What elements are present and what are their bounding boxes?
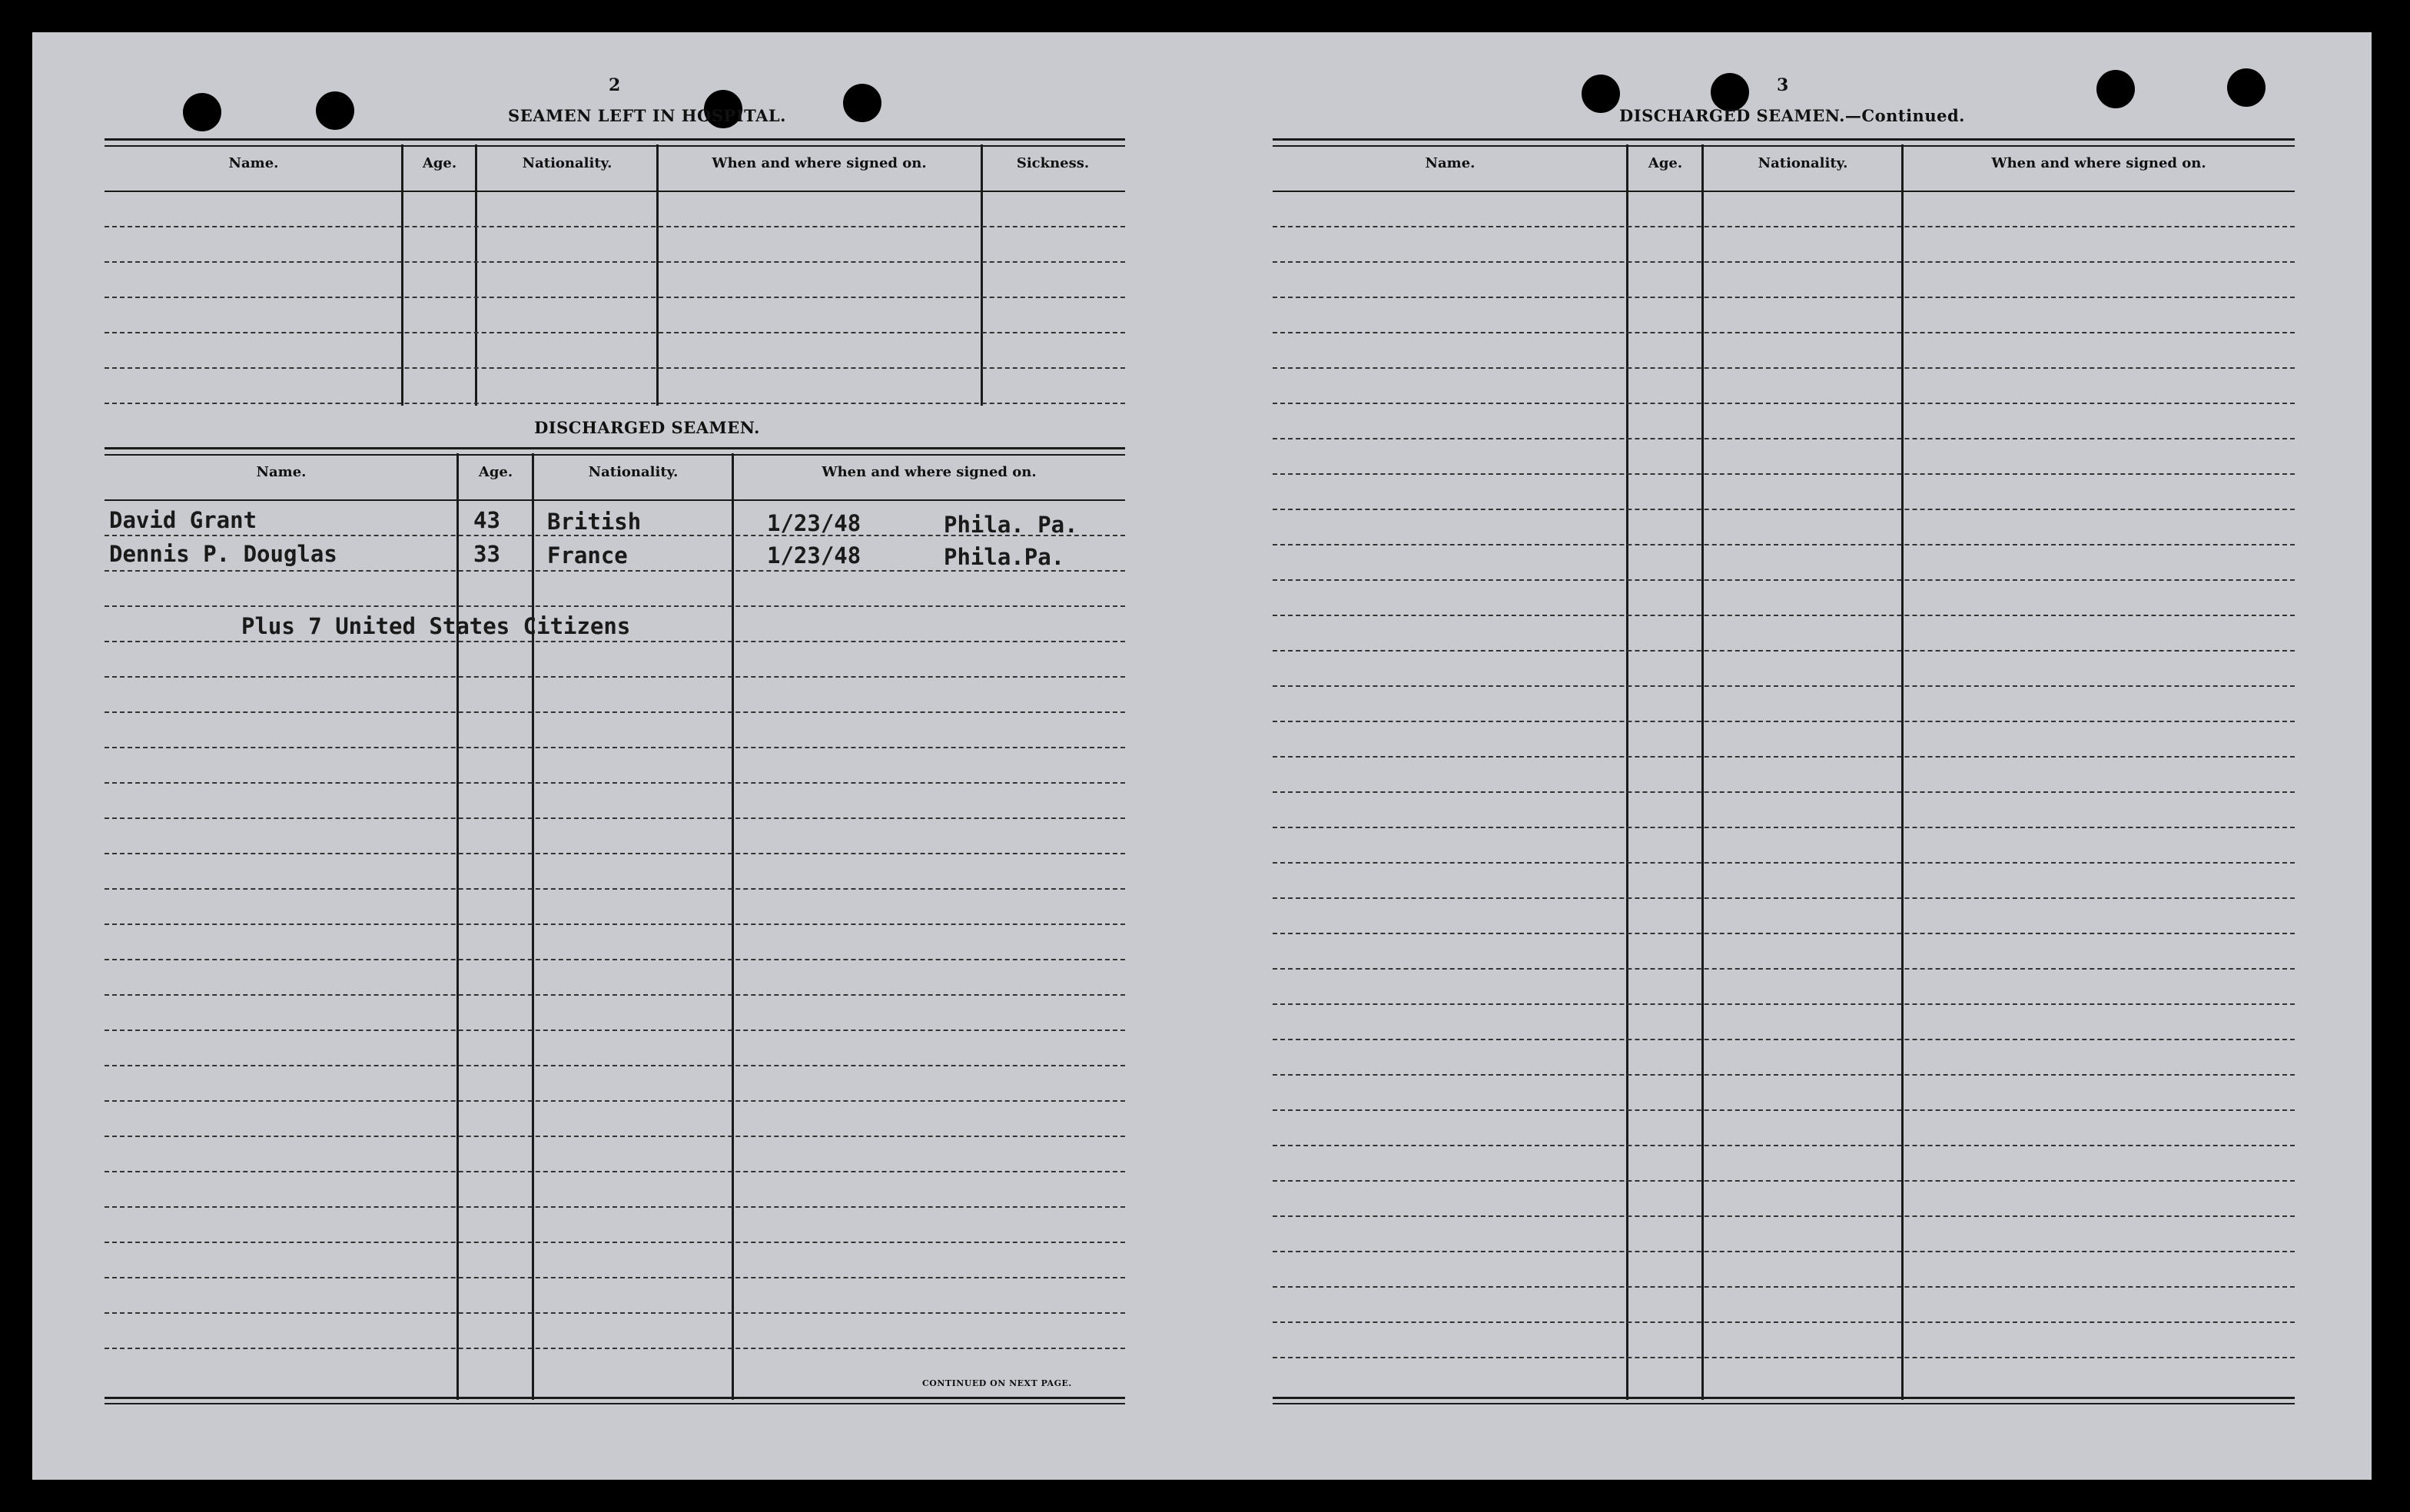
discharged-col-age: Age. bbox=[478, 464, 513, 480]
discharged-header-rule bbox=[105, 499, 1125, 501]
signed-on-place: Phila. Pa. bbox=[944, 512, 1078, 538]
discharged-table-top-rule bbox=[105, 447, 1125, 456]
discharged-col-divider bbox=[532, 453, 534, 1400]
seaman-age: 43 bbox=[473, 507, 500, 533]
right-page-number: 3 bbox=[1777, 75, 1789, 95]
right-row-line bbox=[1273, 791, 2295, 793]
hospital-header-rule bbox=[105, 191, 1125, 192]
right-row-line bbox=[1273, 403, 2295, 404]
right-row-line bbox=[1273, 756, 2295, 758]
right-row-line bbox=[1273, 1109, 2295, 1111]
hospital-col-divider bbox=[981, 144, 983, 406]
hospital-col-divider bbox=[401, 144, 403, 406]
discharged-row-line bbox=[105, 782, 1125, 784]
right-header-rule bbox=[1273, 191, 2295, 192]
hospital-col-age: Age. bbox=[422, 155, 457, 171]
discharged-col-divider bbox=[456, 453, 459, 1400]
right-col-age: Age. bbox=[1648, 155, 1683, 171]
punch-hole bbox=[2096, 70, 2135, 108]
discharged-row-line bbox=[105, 888, 1125, 890]
right-row-line bbox=[1273, 968, 2295, 970]
discharged-row-line bbox=[105, 1206, 1125, 1208]
right-row-line bbox=[1273, 685, 2295, 687]
seaman-nationality: France bbox=[547, 542, 628, 569]
right-col-nationality: Nationality. bbox=[1758, 155, 1848, 171]
right-row-line bbox=[1273, 367, 2295, 369]
right-row-line bbox=[1273, 1003, 2295, 1005]
hospital-col-divider bbox=[475, 144, 477, 406]
hospital-col-divider bbox=[656, 144, 659, 406]
discharged-bottom-rule bbox=[105, 1397, 1125, 1399]
right-section-title: DISCHARGED SEAMEN.—Continued. bbox=[1619, 106, 1965, 125]
right-row-line bbox=[1273, 933, 2295, 934]
right-row-line bbox=[1273, 438, 2295, 439]
right-row-line bbox=[1273, 1251, 2295, 1252]
discharged-section-title: DISCHARGED SEAMEN. bbox=[534, 418, 760, 437]
discharged-row-line bbox=[105, 1277, 1125, 1278]
right-row-line bbox=[1273, 1321, 2295, 1323]
right-row-line bbox=[1273, 827, 2295, 828]
discharged-row-line bbox=[105, 711, 1125, 713]
hospital-col-signed-on: When and where signed on. bbox=[712, 155, 927, 171]
right-row-line bbox=[1273, 1074, 2295, 1076]
left-page-number: 2 bbox=[609, 75, 621, 95]
hospital-row-line bbox=[105, 261, 1125, 263]
hospital-col-nationality: Nationality. bbox=[522, 155, 612, 171]
right-row-line bbox=[1273, 1145, 2295, 1146]
right-row-line bbox=[1273, 615, 2295, 616]
punch-hole bbox=[2227, 68, 2266, 107]
right-row-line bbox=[1273, 332, 2295, 333]
hospital-row-line bbox=[105, 367, 1125, 369]
right-bottom-rule bbox=[1273, 1397, 2295, 1399]
right-table-top-rule bbox=[1273, 138, 2295, 147]
hospital-col-name: Name. bbox=[228, 155, 279, 171]
hospital-row-line bbox=[105, 297, 1125, 298]
hospital-row-line bbox=[105, 332, 1125, 333]
right-row-line bbox=[1273, 297, 2295, 298]
discharged-row-line bbox=[105, 570, 1125, 572]
right-row-line bbox=[1273, 650, 2295, 652]
hospital-row-line bbox=[105, 403, 1125, 404]
right-row-line bbox=[1273, 226, 2295, 227]
discharged-col-divider bbox=[732, 453, 734, 1400]
hospital-row-line bbox=[105, 226, 1125, 227]
hospital-section-title: SEAMEN LEFT IN HOSPITAL. bbox=[508, 106, 786, 125]
seaman-name: David Grant bbox=[109, 507, 257, 533]
discharged-row-line bbox=[105, 923, 1125, 925]
discharged-row-line bbox=[105, 1100, 1125, 1102]
right-col-signed-on: When and where signed on. bbox=[1991, 155, 2206, 171]
right-bottom-rule bbox=[1273, 1403, 2295, 1404]
signed-on-date: 1/23/48 bbox=[767, 510, 861, 536]
discharged-row-line bbox=[105, 1348, 1125, 1349]
citizens-note: Plus 7 United States Citizens bbox=[241, 613, 631, 639]
discharged-col-name: Name. bbox=[256, 464, 307, 480]
discharged-row-line bbox=[105, 1030, 1125, 1031]
discharged-row-line bbox=[105, 1171, 1125, 1172]
signed-on-place: Phila.Pa. bbox=[944, 544, 1065, 570]
hospital-table-top-rule bbox=[105, 138, 1125, 147]
form-sheet bbox=[32, 32, 2372, 1480]
right-row-line bbox=[1273, 261, 2295, 263]
seaman-age: 33 bbox=[473, 541, 500, 567]
seaman-name: Dennis P. Douglas bbox=[109, 541, 337, 567]
discharged-row-line bbox=[105, 747, 1125, 748]
discharged-row-line bbox=[105, 641, 1125, 642]
discharged-row-line bbox=[105, 1312, 1125, 1314]
right-row-line bbox=[1273, 1215, 2295, 1217]
hospital-col-sickness: Sickness. bbox=[1016, 155, 1090, 171]
punch-hole bbox=[316, 91, 354, 130]
discharged-row-line bbox=[105, 959, 1125, 960]
discharged-bottom-rule bbox=[105, 1403, 1125, 1404]
continued-footer: CONTINUED ON NEXT PAGE. bbox=[922, 1378, 1072, 1388]
right-row-line bbox=[1273, 473, 2295, 475]
discharged-row-line bbox=[105, 1242, 1125, 1243]
discharged-row-line bbox=[105, 605, 1125, 607]
right-row-line bbox=[1273, 721, 2295, 722]
right-row-line bbox=[1273, 1039, 2295, 1040]
right-row-line bbox=[1273, 1357, 2295, 1358]
discharged-col-signed-on: When and where signed on. bbox=[822, 464, 1037, 480]
discharged-row-line bbox=[105, 817, 1125, 819]
punch-hole bbox=[183, 93, 221, 131]
discharged-row-line bbox=[105, 1065, 1125, 1066]
seaman-nationality: British bbox=[547, 509, 642, 535]
discharged-row-line bbox=[105, 676, 1125, 678]
right-row-line bbox=[1273, 579, 2295, 581]
right-row-line bbox=[1273, 897, 2295, 899]
discharged-row-line bbox=[105, 994, 1125, 996]
discharged-col-nationality: Nationality. bbox=[588, 464, 679, 480]
signed-on-date: 1/23/48 bbox=[767, 542, 861, 569]
right-row-line bbox=[1273, 509, 2295, 510]
right-row-line bbox=[1273, 1180, 2295, 1182]
right-row-line bbox=[1273, 544, 2295, 545]
right-row-line bbox=[1273, 862, 2295, 864]
discharged-row-line bbox=[105, 853, 1125, 854]
right-col-name: Name. bbox=[1425, 155, 1476, 171]
right-row-line bbox=[1273, 1286, 2295, 1288]
discharged-row-line bbox=[105, 1136, 1125, 1137]
